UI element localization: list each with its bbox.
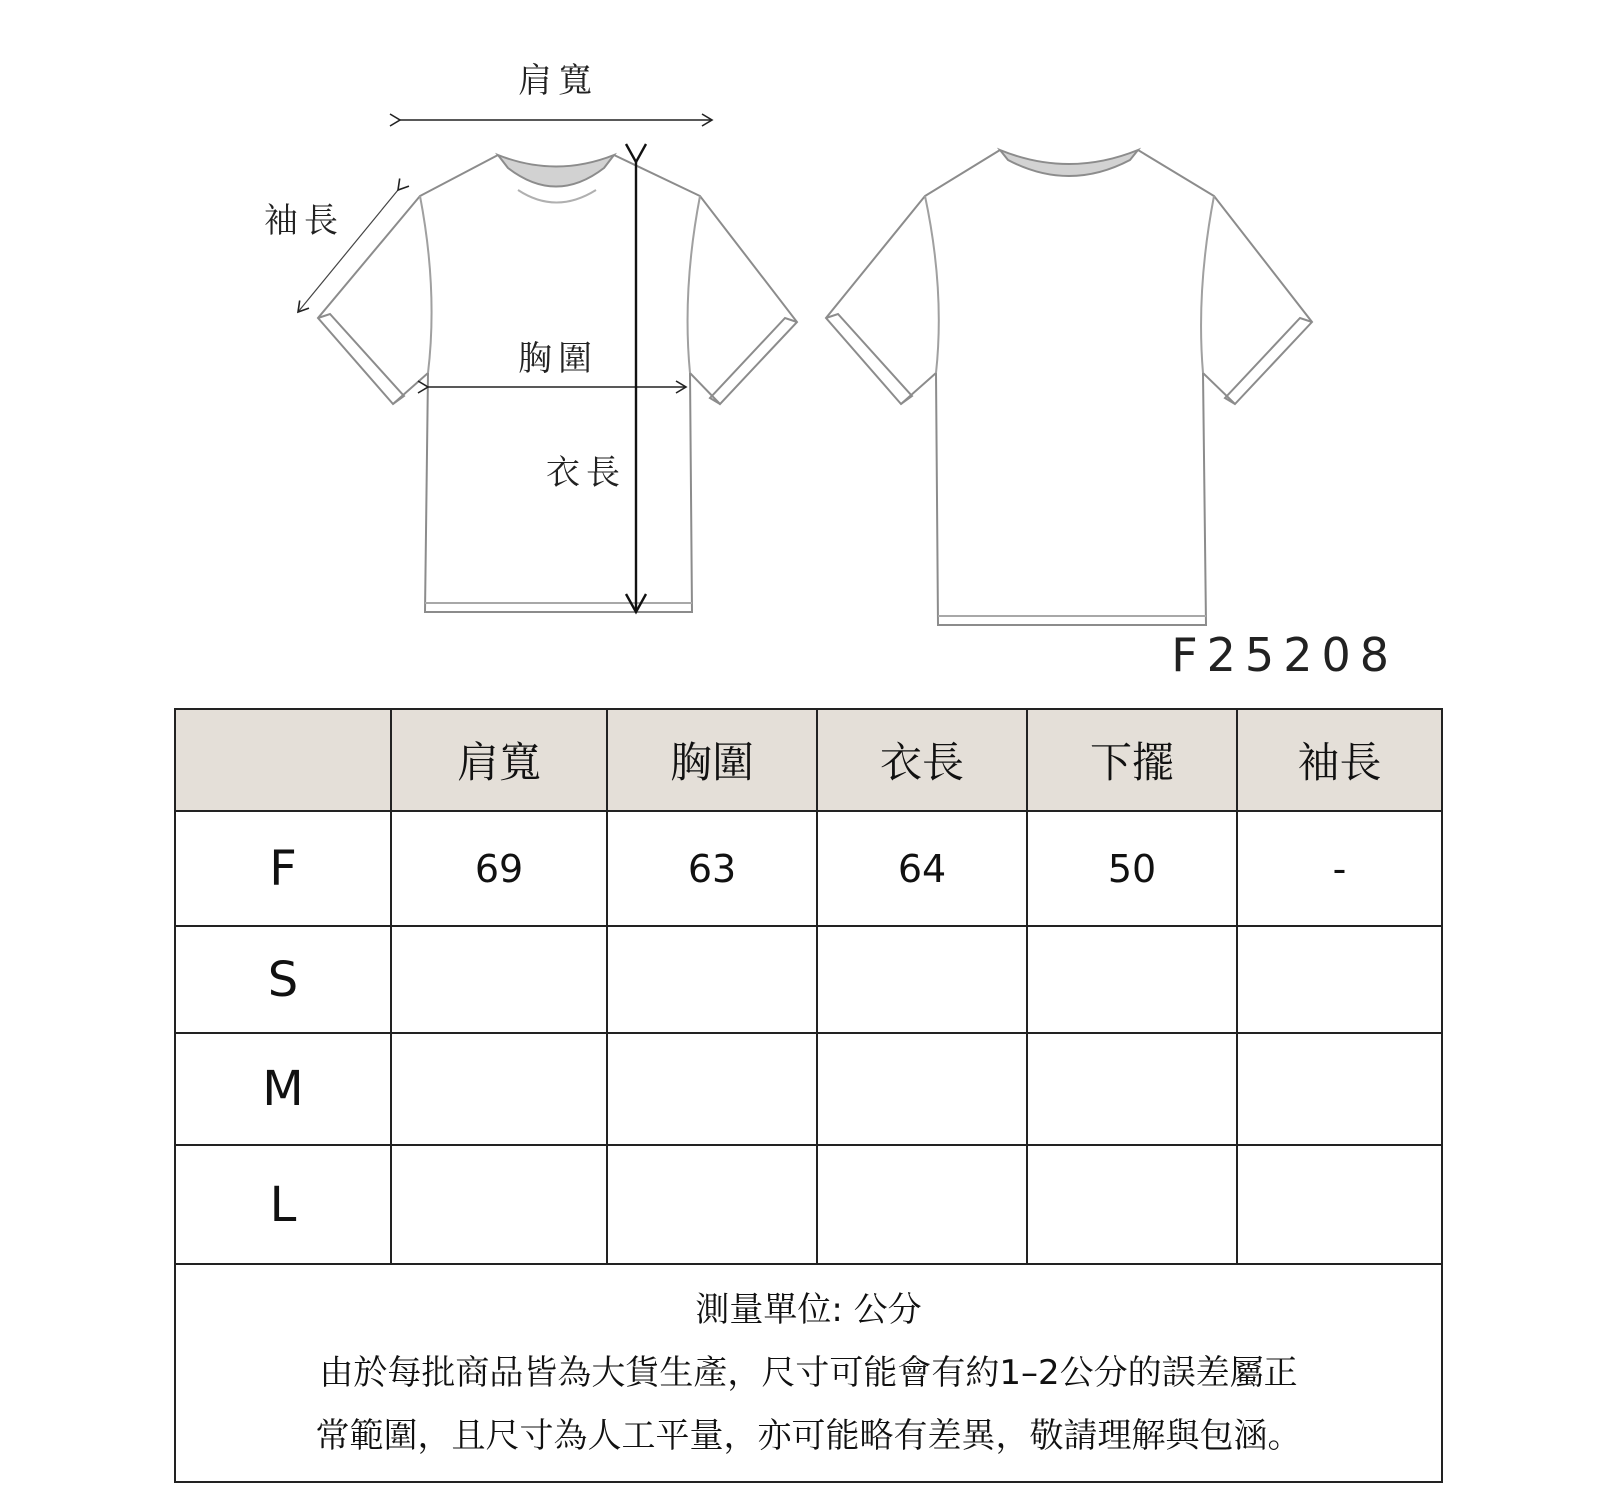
- table-row: [175, 1033, 1442, 1145]
- header-length: 衣長: [817, 709, 1027, 811]
- table-row: [175, 926, 1442, 1033]
- header-hem: 下擺: [1027, 709, 1237, 811]
- unit-note: 測量單位: 公分: [695, 1289, 922, 1330]
- table-row: [175, 811, 1442, 926]
- size-label: L: [175, 1145, 391, 1264]
- table-cell: 69: [391, 811, 607, 926]
- table-cell: 63: [607, 811, 817, 926]
- length-label: 衣長: [546, 453, 626, 493]
- table-row: [175, 1145, 1442, 1264]
- table-cell: [607, 1033, 817, 1145]
- sleeve-label: 袖長: [264, 201, 344, 241]
- table-cell: [1237, 1033, 1442, 1145]
- table-cell: [391, 1145, 607, 1264]
- table-cell: [391, 1033, 607, 1145]
- back-tshirt-drawing: [826, 150, 1312, 625]
- table-header-row: [175, 709, 1442, 811]
- shoulder-label: 肩寬: [518, 61, 598, 101]
- size-label: F: [175, 811, 391, 926]
- note-row: [175, 1264, 1442, 1482]
- table-cell: [1027, 1145, 1237, 1264]
- header-chest: 胸圍: [607, 709, 817, 811]
- disclaimer-line-2: 常範圍，且尺寸為人工平量，亦可能略有差異，敬請理解與包涵。: [315, 1415, 1302, 1456]
- table-cell: [817, 1033, 1027, 1145]
- table-cell: [1027, 1033, 1237, 1145]
- table-cell: [607, 926, 817, 1033]
- table-cell: [817, 926, 1027, 1033]
- table-cell: [817, 1145, 1027, 1264]
- table-cell: 50: [1027, 811, 1237, 926]
- table-cell: [1027, 926, 1237, 1033]
- table-cell: [391, 926, 607, 1033]
- size-chart-table: [174, 708, 1443, 1483]
- table-cell: [1237, 926, 1442, 1033]
- size-label: M: [175, 1033, 391, 1145]
- product-code: F25208: [1171, 628, 1398, 682]
- header-shoulder: 肩寬: [391, 709, 607, 811]
- chest-label: 胸圍: [518, 339, 598, 379]
- measurement-note: [175, 1264, 1442, 1482]
- table-cell: [1237, 1145, 1442, 1264]
- header-corner: [175, 709, 391, 811]
- header-sleeve: 袖長: [1237, 709, 1442, 811]
- table-cell: [607, 1145, 817, 1264]
- table-cell: -: [1237, 811, 1442, 926]
- tshirt-measurement-diagram: [0, 0, 1606, 660]
- front-tshirt-drawing: [318, 155, 797, 612]
- table-cell: 64: [817, 811, 1027, 926]
- size-label: S: [175, 926, 391, 1033]
- disclaimer-line-1: 由於每批商品皆為大貨生產，尺寸可能會有約1–2公分的誤差屬正: [319, 1352, 1298, 1393]
